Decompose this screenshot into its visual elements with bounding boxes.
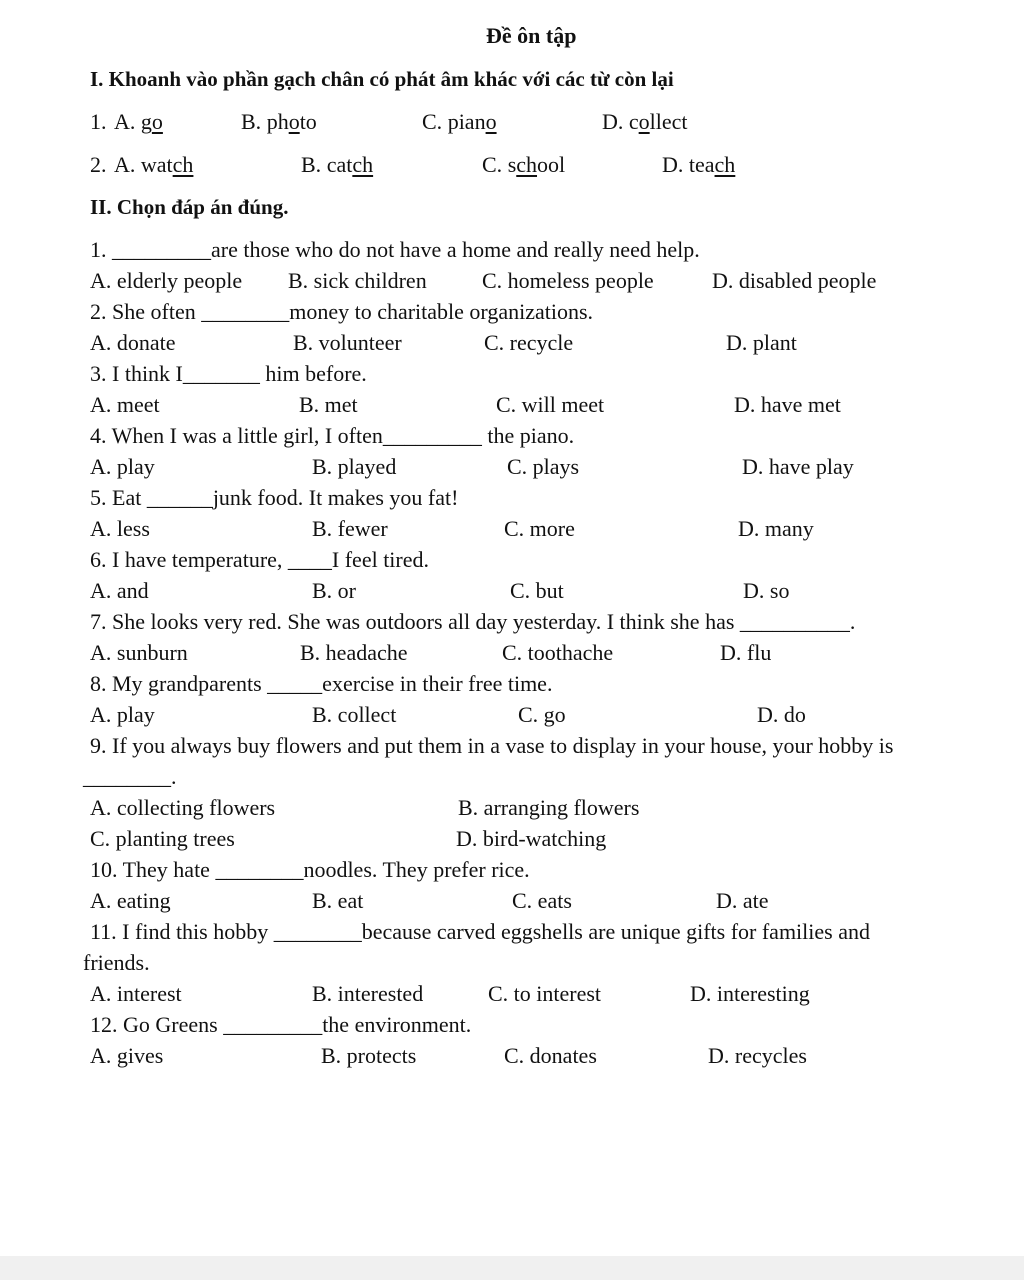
page-title: Đề ôn tập [486, 23, 577, 48]
q12-text: 12. Go Greens _________the environment. [90, 1012, 472, 1037]
q10-option-d: D. ate [716, 888, 769, 913]
q1-option-b: B. sick children [288, 268, 427, 293]
q8-option-c: C. go [518, 702, 566, 727]
s1-item-1-option-c: C. piano [422, 109, 497, 134]
q2-option-b: B. volunteer [293, 330, 402, 355]
q12-option-a: A. gives [90, 1043, 164, 1068]
q5-option-d: D. many [738, 516, 814, 541]
q2-option-c: C. recycle [484, 330, 574, 355]
q5-option-a: A. less [90, 516, 150, 541]
section-1-heading: I. Khoanh vào phần gạch chân có phát âm khác với các từ còn lại [90, 67, 674, 91]
q11-text: 11. I find this hobby ________because carved eggshells are unique gifts for families and [90, 919, 870, 944]
q11-option-d: D. interesting [690, 981, 810, 1006]
q11-text-continued: friends. [83, 950, 150, 975]
q1-option-a: A. elderly people [90, 268, 243, 293]
q7-text: 7. She looks very red. She was outdoors all day yesterday. I think she has __________. [90, 609, 856, 634]
q7-option-b: B. headache [300, 640, 408, 665]
q6-option-a: A. and [90, 578, 149, 603]
q3-option-c: C. will meet [496, 392, 605, 417]
s1-item-2-option-a: A. watch [114, 152, 194, 177]
q1-option-c: C. homeless people [482, 268, 654, 293]
q8-option-b: B. collect [312, 702, 397, 727]
q4-option-c: C. plays [507, 454, 580, 479]
q5-option-b: B. fewer [312, 516, 388, 541]
q7-option-d: D. flu [720, 640, 772, 665]
q6-option-b: B. or [312, 578, 356, 603]
q12-option-c: C. donates [504, 1043, 597, 1068]
s1-item-1-option-b: B. photo [241, 109, 317, 134]
q4-option-a: A. play [90, 454, 155, 479]
q2-text: 2. She often ________money to charitable organizations. [90, 299, 594, 324]
q1-text: 1. _________are those who do not have a home and really need help. [90, 237, 700, 262]
s1-item-1-option-a: A. go [114, 109, 163, 134]
q9-option-a: A. collecting flowers [90, 795, 276, 820]
q9-option-c: C. planting trees [90, 826, 235, 851]
q11-option-b: B. interested [312, 981, 424, 1006]
q11-option-a: A. interest [90, 981, 182, 1006]
q3-option-d: D. have met [734, 392, 841, 417]
q4-text: 4. When I was a little girl, I often_________ the piano. [90, 423, 575, 448]
q10-option-b: B. eat [312, 888, 364, 913]
page-bottom-edge [0, 1256, 1024, 1280]
s1-item-1-option-d: D. collect [602, 109, 688, 134]
q10-option-a: A. eating [90, 888, 171, 913]
q7-option-a: A. sunburn [90, 640, 188, 665]
q3-text: 3. I think I_______ him before. [90, 361, 367, 386]
q6-text: 6. I have temperature, ____I feel tired. [90, 547, 430, 572]
q5-option-c: C. more [504, 516, 575, 541]
q5-text: 5. Eat ______junk food. It makes you fat! [90, 485, 459, 510]
s1-item-2-option-b: B. catch [301, 152, 374, 177]
q9-text-continued: ________. [83, 764, 177, 789]
q8-option-a: A. play [90, 702, 155, 727]
section-2-heading: II. Chọn đáp án đúng. [90, 195, 289, 219]
q4-option-d: D. have play [742, 454, 854, 479]
s1-item-2-option-c: C. school [482, 152, 566, 177]
q2-option-a: A. donate [90, 330, 176, 355]
q2-option-d: D. plant [726, 330, 797, 355]
q10-option-c: C. eats [512, 888, 572, 913]
s1-item-2-option-d: D. teach [662, 152, 736, 177]
s1-item-2-num: 2. [90, 152, 107, 177]
q4-option-b: B. played [312, 454, 397, 479]
q9-option-b: B. arranging flowers [458, 795, 640, 820]
q8-option-d: D. do [757, 702, 806, 727]
q6-option-c: C. but [510, 578, 564, 603]
q9-option-d: D. bird-watching [456, 826, 607, 851]
q11-option-c: C. to interest [488, 981, 602, 1006]
q9-text: 9. If you always buy flowers and put them in a vase to display in your house, your hobby is [90, 733, 894, 758]
q7-option-c: C. toothache [502, 640, 614, 665]
q6-option-d: D. so [743, 578, 790, 603]
s1-item-1-num: 1. [90, 109, 107, 134]
q12-option-b: B. protects [321, 1043, 417, 1068]
q1-option-d: D. disabled people [712, 268, 877, 293]
q10-text: 10. They hate ________noodles. They prefer rice. [90, 857, 530, 882]
q12-option-d: D. recycles [708, 1043, 807, 1068]
q3-option-b: B. met [299, 392, 358, 417]
q3-option-a: A. meet [90, 392, 160, 417]
q8-text: 8. My grandparents _____exercise in their free time. [90, 671, 553, 696]
